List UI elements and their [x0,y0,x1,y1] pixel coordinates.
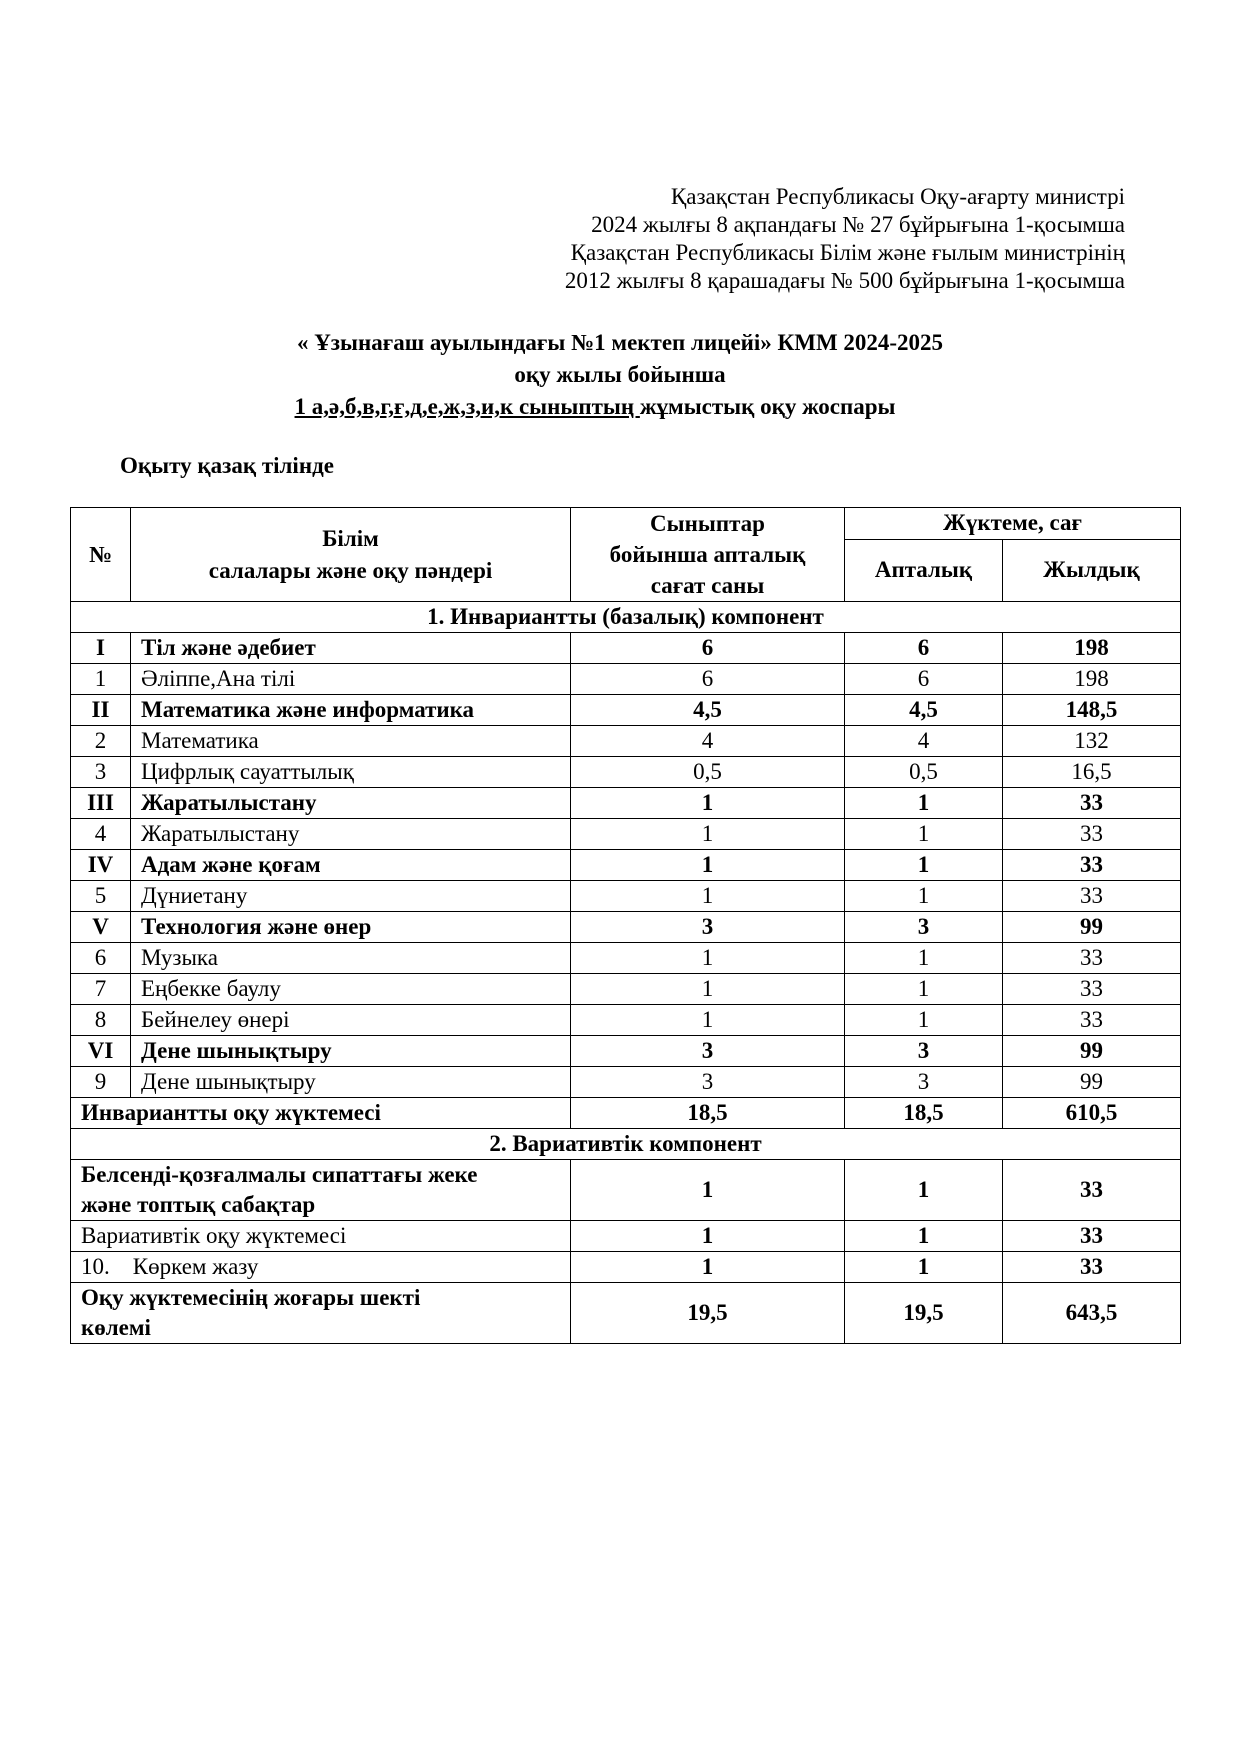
row-subject: Жаратылыстану [131,788,571,819]
header-week: Апталық [845,539,1003,601]
table-row [71,757,1181,788]
row-week-hours: 3 [845,1036,1003,1067]
row-classes-hours: 3 [571,1067,845,1098]
invariant-total-week: 18,5 [845,1098,1003,1129]
max-total-line-1: Оқу жүктемесінің жоғары шекті [81,1285,421,1310]
max-total-week: 19,5 [845,1283,1003,1344]
row-classes-hours: 1 [571,850,845,881]
active-lessons-week: 1 [845,1160,1003,1221]
row-classes-hours: 1 [571,881,845,912]
max-total-row [71,1283,1181,1344]
row-week-hours: 3 [845,1067,1003,1098]
header-subject-line-2: салалары және оқу пәндері [208,557,493,583]
row-no: 6 [71,943,131,974]
invariant-rows [71,633,1181,1098]
active-lessons-year: 33 [1003,1160,1181,1221]
row-subject: Математика және информатика [131,695,571,726]
row-year-hours: 99 [1003,912,1181,943]
calligraphy-row [71,1252,1181,1283]
table-row [71,1067,1181,1098]
row-classes-hours: 4,5 [571,695,845,726]
row-year-hours: 33 [1003,943,1181,974]
row-week-hours: 3 [845,912,1003,943]
row-year-hours: 198 [1003,633,1181,664]
row-year-hours: 33 [1003,850,1181,881]
row-week-hours: 6 [845,664,1003,695]
table-row [71,881,1181,912]
row-year-hours: 33 [1003,881,1181,912]
header-subject [131,508,571,602]
title-line-2: оқу жылы бойынша [514,362,726,387]
table-header-row [71,508,1181,540]
row-classes-hours: 0,5 [571,757,845,788]
curriculum-table [70,507,1181,1344]
row-no: 2 [71,726,131,757]
variative-total-label: Вариативтік оқу жүктемесі [71,1221,571,1252]
invariant-total-year: 610,5 [1003,1098,1181,1129]
row-year-hours: 33 [1003,974,1181,1005]
header-weekly-hours [571,508,845,602]
order-reference-header [565,183,1125,295]
max-total-line-2: көлемі [81,1315,151,1340]
row-no: 5 [71,881,131,912]
row-no: 3 [71,757,131,788]
row-classes-hours: 1 [571,974,845,1005]
row-year-hours: 33 [1003,788,1181,819]
header-year: Жылдық [1003,539,1181,601]
language-note: Оқыту қазақ тілінде [120,453,334,478]
table-row [71,726,1181,757]
row-subject: Дене шынықтыру [131,1067,571,1098]
invariant-total-label: Инвариантты оқу жүктемесі [71,1098,571,1129]
table-row [71,695,1181,726]
row-year-hours: 33 [1003,819,1181,850]
invariant-total-classes: 18,5 [571,1098,845,1129]
row-subject: Математика [131,726,571,757]
row-year-hours: 99 [1003,1036,1181,1067]
row-no: 9 [71,1067,131,1098]
row-year-hours: 16,5 [1003,757,1181,788]
row-week-hours: 4,5 [845,695,1003,726]
row-classes-hours: 4 [571,726,845,757]
row-year-hours: 148,5 [1003,695,1181,726]
header-subject-line-1: Білім [322,525,379,551]
active-lessons-row [71,1160,1181,1221]
row-week-hours: 1 [845,881,1003,912]
row-classes-hours: 6 [571,664,845,695]
row-subject: Цифрлық сауаттылық [131,757,571,788]
header-no: № [71,508,131,602]
row-week-hours: 1 [845,1005,1003,1036]
calligraphy-classes: 1 [571,1252,845,1283]
row-subject: Адам және қоғам [131,850,571,881]
row-no: I [71,633,131,664]
table-row [71,974,1181,1005]
max-total-classes: 19,5 [571,1283,845,1344]
row-subject: Музыка [131,943,571,974]
title-classes: 1 а,ә,б,в,г,ғ,д,е,ж,з,и,к сыныптың [294,394,640,419]
max-total-year: 643,5 [1003,1283,1181,1344]
row-subject: Тіл және әдебиет [131,633,571,664]
header-line-1: Қазақстан Республикасы Оқу-ағарту министрі [670,184,1125,209]
row-week-hours: 0,5 [845,757,1003,788]
row-subject: Әліппе,Ана тілі [131,664,571,695]
row-year-hours: 33 [1003,1005,1181,1036]
table-row [71,1005,1181,1036]
row-classes-hours: 3 [571,912,845,943]
calligraphy-no: 10. [81,1254,110,1279]
row-no: VI [71,1036,131,1067]
row-week-hours: 1 [845,943,1003,974]
table-row [71,850,1181,881]
row-no: 4 [71,819,131,850]
invariant-total-row [71,1098,1181,1129]
row-classes-hours: 1 [571,788,845,819]
max-total-label [71,1283,571,1344]
section-row-invariant [71,602,1181,633]
row-no: V [71,912,131,943]
variative-total-classes: 1 [571,1221,845,1252]
row-no: 1 [71,664,131,695]
table-row [71,819,1181,850]
row-subject: Технология және өнер [131,912,571,943]
table-row [71,664,1181,695]
active-lessons-classes: 1 [571,1160,845,1221]
row-year-hours: 99 [1003,1067,1181,1098]
title-line-3 [0,391,1240,423]
row-subject: Еңбекке баулу [131,974,571,1005]
row-year-hours: 198 [1003,664,1181,695]
active-lessons-line-1: Белсенді-қозғалмалы сипаттағы жеке [81,1162,478,1187]
row-no: II [71,695,131,726]
row-subject: Жаратылыстану [131,819,571,850]
table-row [71,633,1181,664]
row-subject: Дүниетану [131,881,571,912]
header-load: Жүктеме, сағ [845,508,1181,540]
header-line-3: Қазақстан Республикасы Білім және ғылым министрінің [570,240,1125,265]
header-weekly-line-2: бойынша апталық [609,542,806,567]
section-row-variative [71,1129,1181,1160]
row-subject: Бейнелеу өнері [131,1005,571,1036]
row-week-hours: 1 [845,850,1003,881]
section-title-variative: 2. Вариативтік компонент [71,1129,1181,1160]
calligraphy-label [71,1252,571,1283]
row-year-hours: 132 [1003,726,1181,757]
row-classes-hours: 6 [571,633,845,664]
row-week-hours: 1 [845,788,1003,819]
header-line-2: 2024 жылғы 8 ақпандағы № 27 бұйрығына 1-қосымша [591,212,1125,237]
variative-total-year: 33 [1003,1221,1181,1252]
row-no: 8 [71,1005,131,1036]
header-line-4: 2012 жылғы 8 қарашадағы № 500 бұйрығына 1-қосымша [564,268,1125,293]
variative-total-week: 1 [845,1221,1003,1252]
row-week-hours: 4 [845,726,1003,757]
title-plan-name: жұмыстық оқу жоспары [639,394,896,419]
table-row [71,788,1181,819]
row-week-hours: 1 [845,819,1003,850]
table-row [71,943,1181,974]
row-subject: Дене шынықтыру [131,1036,571,1067]
row-classes-hours: 1 [571,1005,845,1036]
document-title [0,327,1240,423]
row-week-hours: 6 [845,633,1003,664]
row-classes-hours: 1 [571,943,845,974]
row-no: III [71,788,131,819]
section-title-invariant: 1. Инвариантты (базалық) компонент [71,602,1181,633]
table-row [71,1036,1181,1067]
header-weekly-line-3: сағат саны [650,573,765,598]
active-lessons-line-2: және топтық сабақтар [81,1192,316,1217]
header-weekly-line-1: Сыныптар [650,511,765,536]
row-week-hours: 1 [845,974,1003,1005]
variative-total-row [71,1221,1181,1252]
title-line-1: « Ұзынағаш ауылындағы №1 мектеп лицейі» КММ 2024-2025 [296,330,944,355]
active-lessons-label [71,1160,571,1221]
table-row [71,912,1181,943]
calligraphy-year: 33 [1003,1252,1181,1283]
row-no: IV [71,850,131,881]
row-no: 7 [71,974,131,1005]
calligraphy-name: Көркем жазу [132,1254,259,1279]
row-classes-hours: 1 [571,819,845,850]
row-classes-hours: 3 [571,1036,845,1067]
calligraphy-week: 1 [845,1252,1003,1283]
